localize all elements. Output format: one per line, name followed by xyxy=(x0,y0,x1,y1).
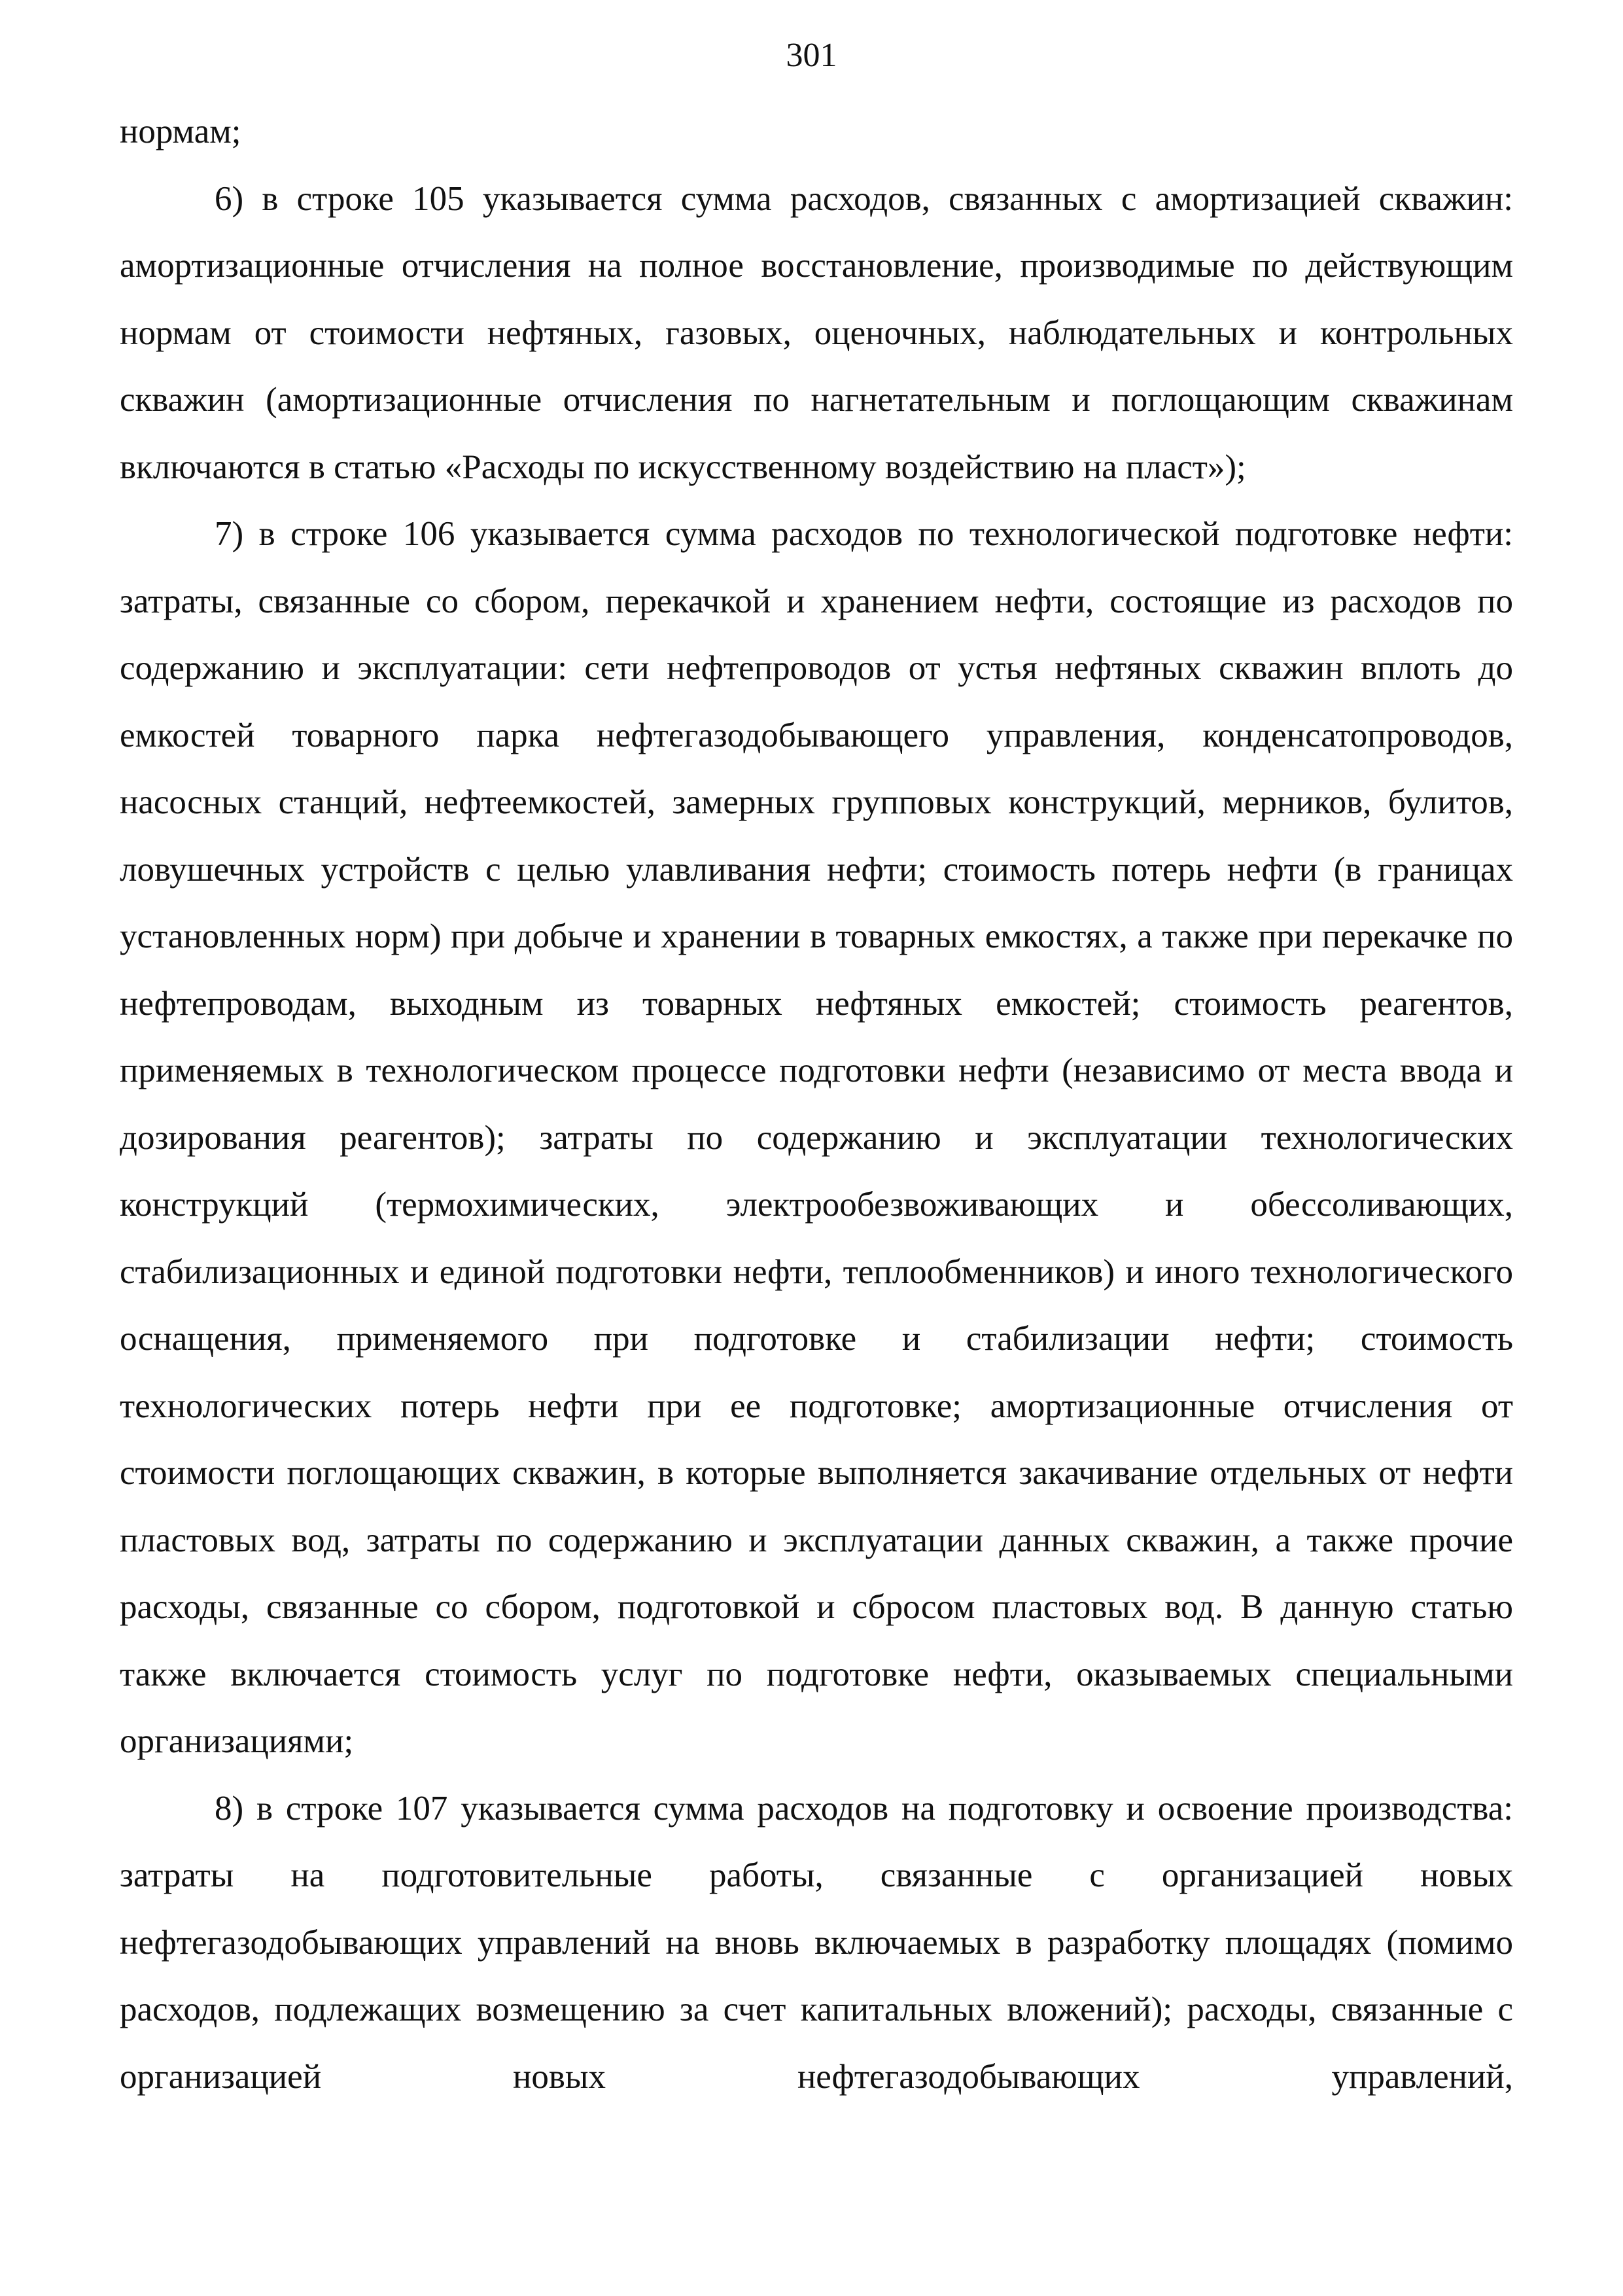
document-body xyxy=(120,98,1513,2110)
page-number: 301 xyxy=(786,37,837,74)
paragraph-continuation: нормам; xyxy=(120,113,241,150)
paragraph-item-7: 7) в строке 106 указывается сумма расходов по технологической подготовке нефти: затраты, связанные со сбором, перекачкой и хранением нефти, состоящие из расходов по содержанию и эксплуатации: сети нефтепроводов от устья нефтяных скважин вплоть до емкостей товарного парка нефтегазодобывающего управления, конденсатопроводов, насосных станций, нефтеемкостей, замерных групповых конструкций, мерников, булитов, ловушечных устройств с целью улавливания нефти; стоимость потерь нефти (в границах установленных норм) при добыче и хранении в товарных емкостях, а также при перекачке по нефтепроводам, выходным из товарных нефтяных емкостей; стоимость реагентов, применяемых в технологическом процессе подготовки нефти (независимо от места ввода и дозирования реагентов); затраты по содержанию и эксплуатации технологических конструкций (термохимических, электрообезвоживающих и обессоливающих, стабилизационных и единой подготовки нефти, теплообменников) и иного технологического оснащения, применяемого при подготовке и стабилизации нефти; стоимость технологических потерь нефти при ее подготовке; амортизационные отчисления от стоимости поглощающих скважин, в которые выполняется закачивание отдельных от нефти пластовых вод, затраты по содержанию и эксплуатации данных скважин, а также прочие расходы, связанные со сбором, подготовкой и сбросом пластовых вод. В данную статью также включается стоимость услуг по подготовке нефти, оказываемых специальными организациями; xyxy=(120,515,1513,1760)
paragraph-item-6: 6) в строке 105 указывается сумма расходов, связанных с амортизацией скважин: амортизационные отчисления на полное восстановление, производимые по действующим нормам от стоимости нефтяных, газовых, оценочных, наблюдательных и контрольных скважин (амортизационные отчисления по нагнетательным и поглощающим скважинам включаются в статью «Расходы по искусственному воздействию на пласт»); xyxy=(120,179,1513,486)
paragraph-item-8: 8) в строке 107 указывается сумма расходов на подготовку и освоение производства: затраты на подготовительные работы, связанные с организацией новых нефтегазодобывающих управлений на вновь включаемых в разработку площадях (помимо расходов, подлежащих возмещению за счет капитальных вложений); расходы, связанные с организацией новых нефтегазодобывающих управлений, xyxy=(120,1789,1513,2096)
